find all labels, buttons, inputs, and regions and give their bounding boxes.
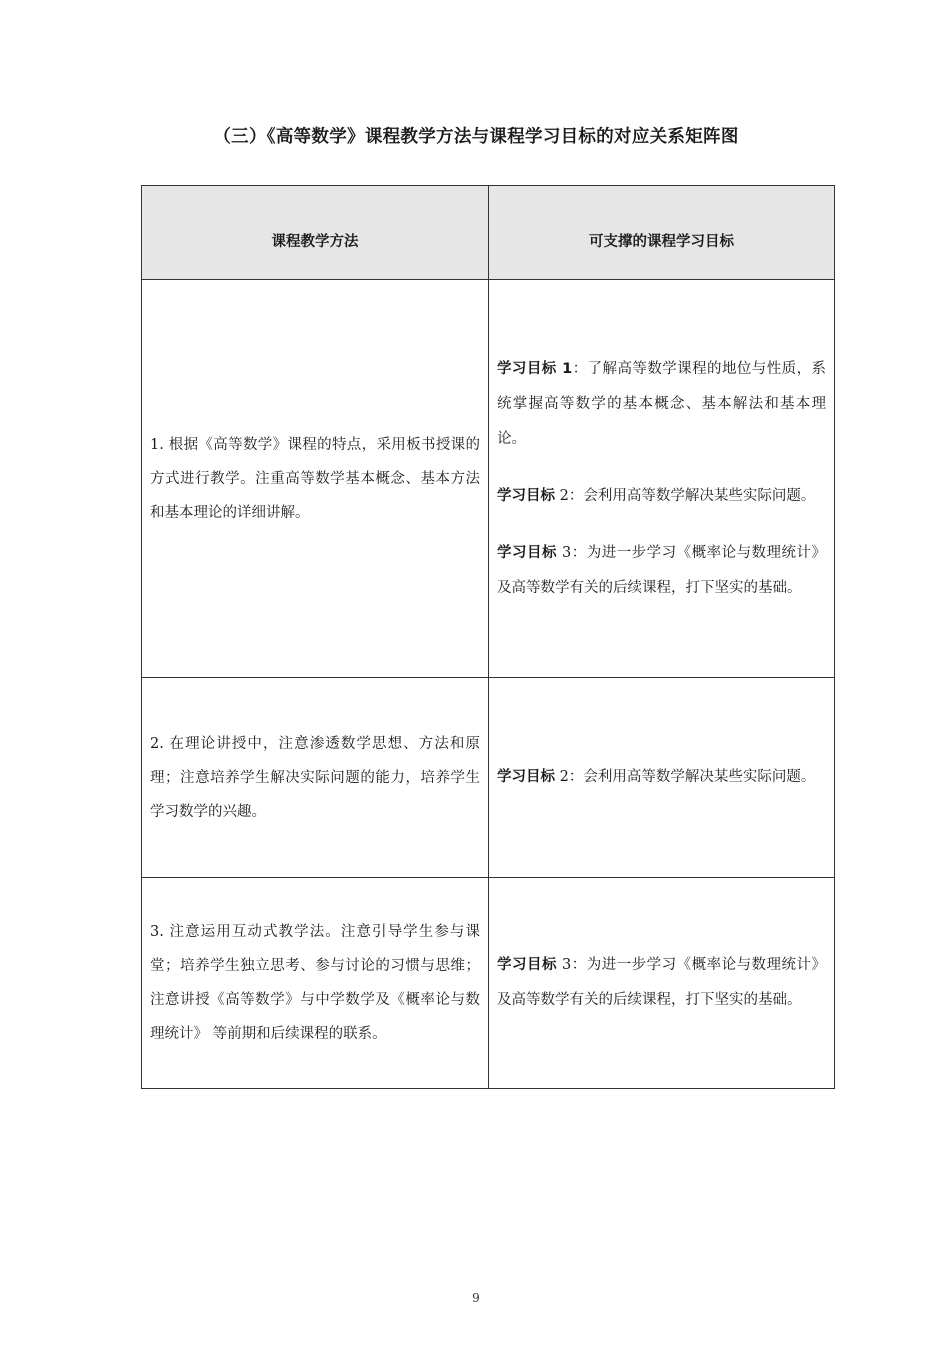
method-text: 2. 在理论讲授中，注意渗透数学思想、方法和原理；注意培养学生解决实际问题的能力，培养学生学习数学的兴趣。	[150, 735, 480, 820]
header-learning-goals: 可支撑的课程学习目标	[489, 186, 835, 280]
goal-item	[497, 536, 826, 606]
goal-item	[497, 760, 826, 795]
goal-label: 学习目标	[497, 544, 557, 561]
goal-item	[497, 948, 826, 1018]
page-title: （三）《高等数学》课程教学方法与课程学习目标的对应关系矩阵图	[213, 127, 739, 147]
table-row	[142, 280, 835, 678]
goals-cell	[489, 878, 835, 1089]
goal-item	[497, 352, 826, 457]
method-cell	[142, 878, 489, 1089]
table-row	[142, 878, 835, 1089]
goal-text: ：了解高等数学课程的地位与性质，系统掌握高等数学的基本概念、基本解法和基本理论。	[497, 360, 826, 447]
method-cell	[142, 280, 489, 678]
method-cell	[142, 678, 489, 878]
method-text: 1. 根据《高等数学》课程的特点，采用板书授课的方式进行教学。注重高等数学基本概念、基本方法和基本理论的详细讲解。	[150, 436, 480, 521]
table-header-row	[142, 186, 835, 280]
page-number: 9	[472, 1291, 480, 1305]
goals-cell	[489, 678, 835, 878]
goal-label: 学习目标 1	[497, 360, 573, 377]
method-goal-matrix-table	[141, 185, 835, 1089]
goal-text: 2：会利用高等数学解决某些实际问题。	[555, 769, 816, 785]
goal-label: 学习目标	[497, 957, 557, 973]
goal-item	[497, 479, 826, 514]
table-row	[142, 678, 835, 878]
header-teaching-method: 课程教学方法	[142, 186, 489, 280]
goal-text: 2：会利用高等数学解决某些实际问题。	[555, 487, 816, 504]
goals-cell	[489, 280, 835, 678]
goal-label: 学习目标	[497, 769, 555, 785]
goal-label: 学习目标	[497, 487, 555, 504]
goal-text: 3：为进一步学习《概率论与数理统计》及高等数学有关的后续课程，打下坚实的基础。	[497, 957, 826, 1008]
method-text: 3. 注意运用互动式教学法。注意引导学生参与课堂；培养学生独立思考、参与讨论的习惯与思维；注意讲授《高等数学》与中学数学及《概率论与数理统计》 等前期和后续课程的联系。	[150, 924, 480, 1042]
goal-text: 3：为进一步学习《概率论与数理统计》及高等数学有关的后续课程，打下坚实的基础。	[497, 544, 826, 596]
